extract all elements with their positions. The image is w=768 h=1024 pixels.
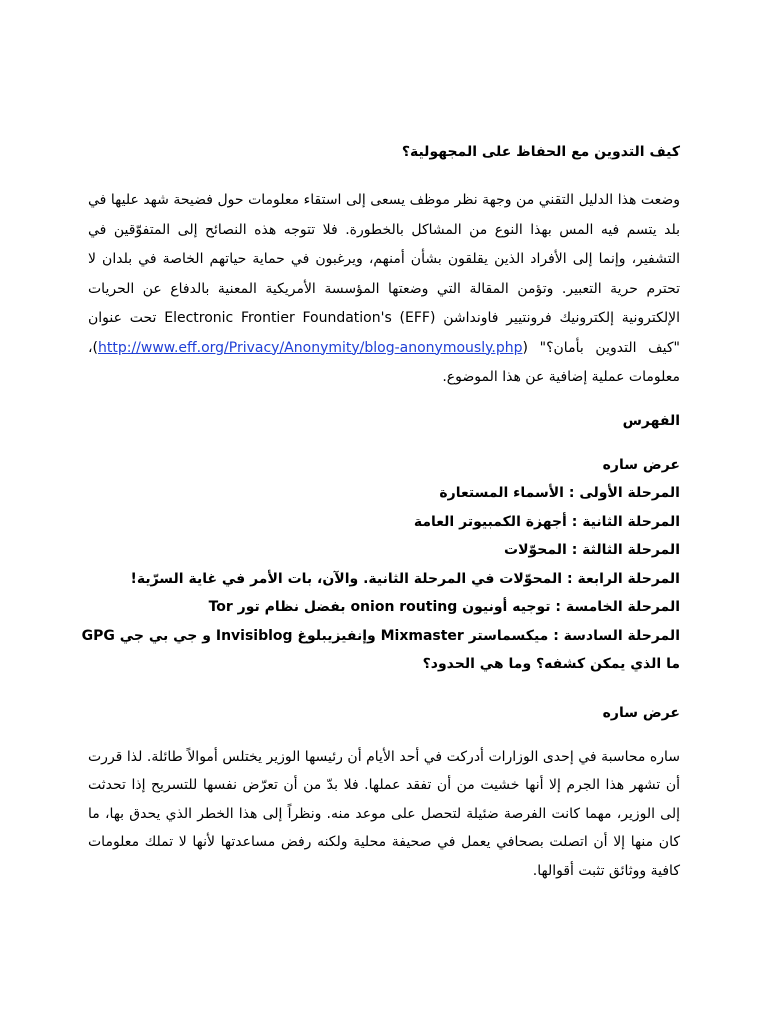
toc-item: المرحلة الخامسة : توجيه أونيون onion routing بفضل نظام تور Tor (208, 599, 680, 615)
toc-item: المرحلة الثانية : أجهزة الكمبيوتر العامة (413, 513, 680, 530)
intro-text-before-link: وضعت هذا الدليل التقني من وجهة نظر موظف يسعى إلى استقاء معلومات حول فضيحة شهد عليها في بلد يتسم فيه المس بهذا النوع من المشاكل بالخطورة. فلا تتوجه هذه النصائح إلى المتفوّقين في التشفير، وإنما إلى الأفراد الذين يقلقون بشأن أمنهم، ويرغبون في حماية حياتهم الخاصة في بلدان لا تحترم حرية التعبير. وتؤمن المقالة التي وضعتها المؤسسة الأمريكية المعنية بالدفاع عن الحريات الإلكترونية إلكترونيك فرونتيير فاونداشن Electronic Frontier Foundation's (EFF) تحت عنوان "كيف التدوين بأمان؟" ( (88, 192, 681, 356)
intro-text-after-link: )، معلومات عملية إضافية عن هذا الموضوع. (88, 339, 680, 385)
document-title: كيف التدوين مع الحفاظ على المجهولية؟ (401, 144, 680, 160)
toc-item: عرض ساره (602, 456, 680, 473)
toc-item: المرحلة الرابعة : المحوّلات في المرحلة الثانية. والآن، بات الأمر في غاية السرّية! (130, 570, 680, 587)
toc-item: المرحلة السادسة : ميكسماستر Mixmaster وإنفيزيبلوغ Invisiblog و جي بي جي GPG (81, 627, 680, 644)
intro-paragraph (88, 186, 680, 393)
toc-item: المرحلة الأولى : الأسماء المستعارة (439, 485, 680, 501)
section-body-paragraph: ساره محاسبة في إحدى الوزارات أدركت في أحد الأيام أن رئيسها الوزير يختلس أموالاً طائلة. لذا قررت أن تشهر هذا الجرم إلا أنها خشيت من أن تفقد عملها. فلا بدّ من أن تعرّض نفسها للتسريح إذا تحدثت إلى الوزير، مهما كانت الفرصة ضئيلة لتحصل على موعد منه. ونظراً إلى هذا الخطر الذي يحدق بها، ما كان منها إلا أن اتصلت بصحافي يعمل في صحيفة محلية ولكنه رفض مساعدتها لأنها لا تملك معلومات كافية ووثائق تثبت أقوالها. (88, 748, 680, 879)
toc-heading: الفهرس (622, 412, 680, 429)
section-heading: عرض ساره (602, 704, 680, 721)
eff-link[interactable]: http://www.eff.org/Privacy/Anonymity/blog-anonymously.php (97, 339, 523, 356)
toc-item: المرحلة الثالثة : المحوّلات (504, 542, 680, 558)
table-of-contents (81, 451, 680, 679)
toc-item: ما الذي يمكن كشفه؟ وما هي الحدود؟ (422, 656, 680, 672)
